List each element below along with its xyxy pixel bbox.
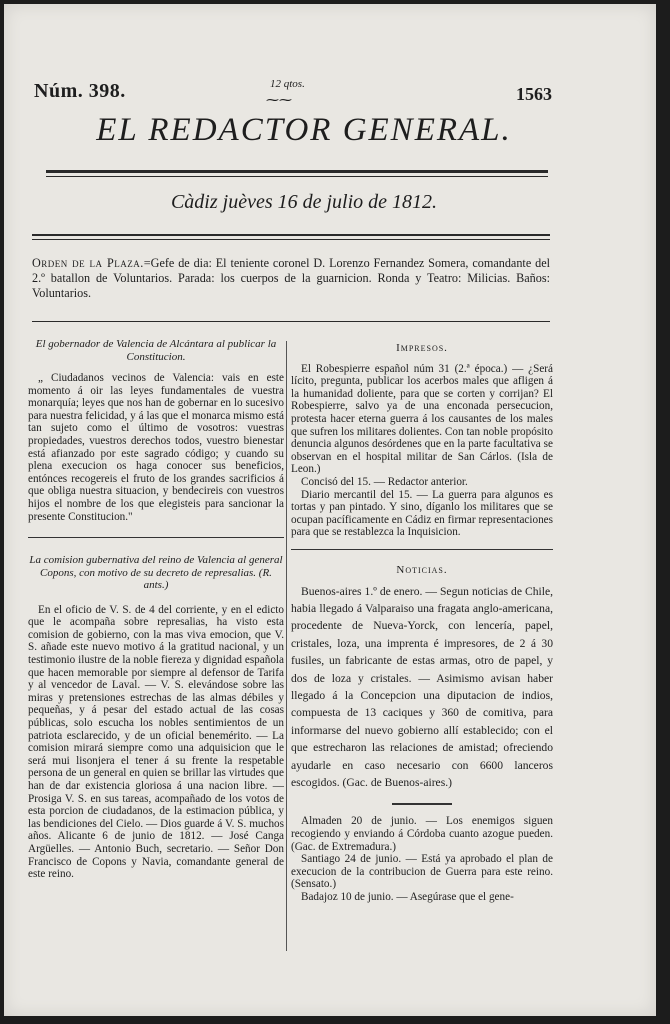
dateline-rule-thin — [32, 239, 550, 240]
newspaper-page — [4, 4, 656, 1016]
left-heading-1: El gobernador de Valencia de Alcántara al publicar la Constitucion. — [35, 338, 277, 363]
masthead-rule-thin — [46, 176, 548, 177]
right-heading-impresos: Impresos. — [396, 342, 448, 354]
right-heading-noticias: Noticias. — [396, 563, 448, 576]
right-paragraph-5: Almaden 20 de junio. — Los enemigos siguen recogiendo y enviando á Córdoba cuanto azogue pueden. (Gac. de Extremadura.) — [291, 815, 553, 853]
masthead-title: EL REDACTOR GENERAL. — [96, 112, 512, 148]
price: 12 qtos. — [270, 78, 305, 90]
issue-number: Núm. 398. — [34, 80, 126, 102]
orden-lead: Orden de la Plaza. — [32, 256, 144, 270]
dateline: Càdiz juèves 16 de julio de 1812. — [170, 191, 438, 213]
right-paragraph-4: Buenos-aires 1.º de enero. — Segun noticias de Chile, habia llegado á Valparaiso una fragata anglo-americana, procedente de Nueva-Yorck, con lencería, papel, cristales, loza, una imprenta é impresores, de 2 á 30 fusiles, un fabricante de estas armas, otro de papel, y dos de loza y cristales. — Asimismo avisan haber llegado á la Concepcion una diputacion de indios, compuesta de 13 caciques y 360 de comitiva, para informarse del nuevo gobierno allí establecido; con el que estrecharon las relaciones de amistad; ofreciendo ayudarle en caso necesario con 6600 lanceros escogidos. (Gac. de Buenos-aires.) — [291, 584, 553, 789]
left-paragraph-2: En el oficio de V. S. de 4 del corriente, y en el edicto que le acompaña sobre represalias, ha visto esta comision de gobierno, con la mas viva emocion, que V. S. añade este nuevo motivo á la gratitud nacional, y un testimonio ilustre de la noble fiereza y dignidad española que hacen memorable por siempre al defensor de Tarifa y al vencedor de Laval. — V. S. elevándose sobre las miras y pretensiones estrechas de las almas débiles y pequeñas, y á pesar del estado actual de las cosas públicas, solo escucha los nobles sentimientos de un patriota esclarecido, y de un oficial benemérito. — La comision mirará siempre como una adquisicion que le será mui lisonjera el tener á su frente la respetable persona de un general en quien se brillar las virtudes que han de dar existencia gloriosa á una nacion libre. — Prosiga V. S. en sus tareas, acompañado de los votos de esta porcion de ciudadanos, de la estimacion pública, y las bendiciones del Cielo. — Dios guarde á V. S. muchos años. Alicante 6 de junio de 1812. — José Canga Argüelles. — Antonio Buch, secretario. — Señor Don Francisco de Copons y Navia, comandante general de este reino. — [28, 603, 284, 881]
ornament-icon: ⁓⁓ — [266, 92, 292, 107]
right-paragraph-2: Concisó del 15. — Redactor anterior. — [301, 475, 468, 488]
left-paragraph-1: „ Ciudadanos vecinos de Valencia: vais en este momento á oir las leyes fundamentales de vuestra monarquía; leyes que nos han de gobernar en lo sucesivo para nuestra felicidad, y á las que el monarca mismo está tan sujeto como el último de vosotros: vuestras propiedades, vuestros derechos todos, vuestro bienestar está afianzado por este sagrado código; y cuando su plena execucion os haga conocer sus beneficios, entónces recogereis el fruto de los grandes sacrificios á que obliga nuestra situacion, y bendecireis con vuestros hijos el nombre de los que elegisteis para sancionar la presente Constitucion." — [28, 372, 284, 523]
dateline-rule — [32, 234, 550, 236]
right-paragraph-7: Badajoz 10 de junio. — Asegúrase que el gene- — [301, 890, 514, 903]
left-heading-2: La comision gubernativa del reino de Valencia al general Copons, con motivo de su decreto de represalias. (R. ants.) — [29, 554, 283, 592]
left-rule — [28, 537, 284, 538]
right-column — [291, 342, 553, 904]
right-rule — [291, 549, 553, 550]
section-rule — [32, 321, 550, 322]
right-paragraph-1: El Robespierre español núm 31 (2.ª época.) — ¿Será lícito, pregunta, publicar los acerbos males que afligen á la humanidad doliente, para que se corten y corrijan? El Robespierre, salvo ya de una enconada persecucion, protesta hacer eterna guerra á los causantes de los males que sufren los militares dolientes. Con tan noble propósito denuncia algunos desórdenes que en la parte facultativa se observan en el hospital militar de San Cárlos. (Isla de Leon.) — [291, 362, 553, 476]
column-divider — [286, 341, 287, 951]
page-number: 1563 — [516, 84, 552, 104]
masthead-rule-top — [46, 170, 548, 173]
left-column — [28, 338, 284, 881]
right-paragraph-3: Diario mercantil del 15. — La guerra para algunos es tortas y pan pintado. Y sino, díganlo los militares que se ocupan pacíficamente en Cádiz en firmar representaciones para que se restablezca la Inquisicion. — [291, 488, 553, 539]
orden-de-la-plaza — [32, 256, 550, 301]
right-center-rule — [392, 803, 452, 805]
orden-text: =Gefe de dia: El teniente coronel D. Lorenzo Fernandez Somera, comandante del 2.º batallon de Voluntarios. Parada: los cuerpos de la guarnicion. Ronda y Teatro: Milicias. Baños: Voluntarios. — [32, 256, 550, 300]
right-paragraph-6: Santiago 24 de junio. — Está ya aprobado el plan de execucion de la contribucion de Guerra para este reino. (Sensato.) — [291, 853, 553, 891]
